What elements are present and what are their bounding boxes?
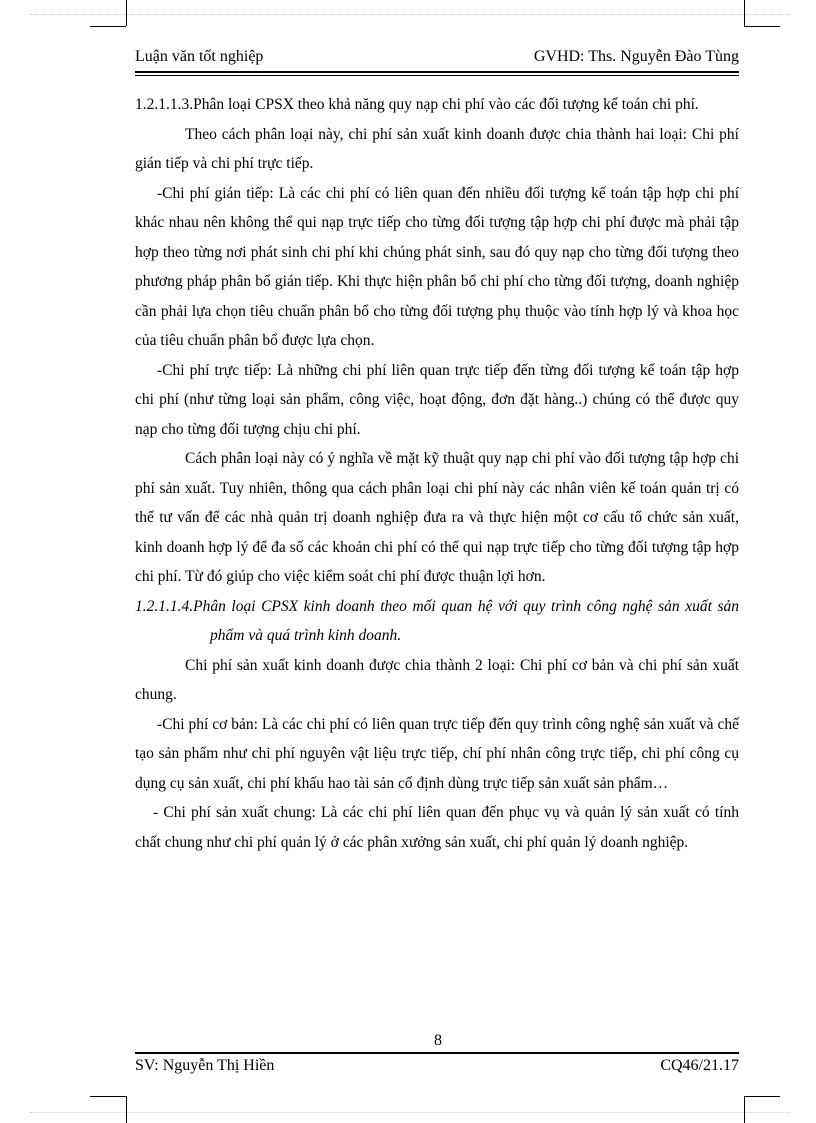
header-rule-thin: [135, 75, 739, 76]
crop-mark-bottom-right: [744, 1096, 780, 1097]
header-advisor: GVHD: Ths. Nguyễn Đào Tùng: [533, 48, 739, 65]
page-header: [135, 48, 739, 70]
crop-mark-bottom-left-vertical: [126, 1096, 127, 1123]
paragraph-basic-costs: -Chi phí cơ bản: Là các chi phí có liên quan trực tiếp đến quy trình công nghệ sản xuất và chế tạo sản phẩm như chi phí nguyên vật liệu trực tiếp, chí phí nhân công trực tiếp, chi phí công cụ dụng cụ sản xuất, chi phí khấu hao tài sản cố định dùng trực tiếp sản xuất sản phẩm…: [135, 715, 739, 792]
footer-student-name: SV: Nguyễn Thị Hiền: [135, 1057, 275, 1074]
crop-mark-bottom-left: [90, 1096, 126, 1097]
paragraph-direct-costs: -Chi phí trực tiếp: Là những chi phí liên quan trực tiếp đến từng đối tượng kế toán tập hợp chi phí (như từng loại sản phẩm, công việc, hoạt động, đơn đặt hàng..) chúng có thể được quy nạp cho từng đối tượng chịu chi phí.: [135, 361, 739, 438]
bottom-dotted-guide: [30, 1112, 790, 1113]
paragraph-two-cost-types: Chi phí sản xuất kinh doanh được chia thành 2 loại: Chi phí cơ bản và chi phí sản xuất chung.: [135, 656, 739, 703]
crop-mark-top-left: [90, 26, 126, 27]
header-thesis-label: Luận văn tốt nghiệp: [135, 48, 264, 65]
footer-rule: [135, 1052, 739, 1054]
page-body: [135, 90, 739, 857]
paragraph-indirect-costs: -Chi phí gián tiếp: Là các chi phí có liên quan đến nhiều đối tượng kế toán tập hợp chi phí khác nhau nên không thể qui nạp trực tiếp cho từng đối tượng tập hợp chi phí được mà phải tập hợp theo từng nơi phát sinh chi phí khi chúng phát sinh, sau đó quy nạp cho từng đối tượng theo phương pháp phân bổ gián tiếp. Khi thực hiện phân bổ chi phí cho từng đối tượng, doanh nghiệp cần phải lựa chọn tiêu chuẩn phân bổ cho từng đối tượng phụ thuộc vào tính hợp lý và khoa học của tiêu chuẩn phân bổ được lựa chọn.: [135, 184, 739, 349]
page-number: 8: [434, 1032, 442, 1049]
top-dotted-guide: [30, 14, 790, 15]
paragraph-intro-classification: Theo cách phân loại này, chi phí sản xuất kinh doanh được chia thành hai loại: Chi phí gián tiếp và chi phí trực tiếp.: [135, 125, 739, 172]
section-heading-1-2-1-1-3: 1.2.1.1.3.Phân loại CPSX theo khả năng quy nạp chi phí vào các đối tượng kế toán chi phí.: [135, 96, 699, 113]
footer-class-code: CQ46/21.17: [660, 1057, 739, 1074]
section-heading-1-2-1-1-4: 1.2.1.1.4.Phân loại CPSX kinh doanh theo mối quan hệ với quy trình công nghệ sản xuất sản phẩm và quá trình kinh doanh.: [135, 597, 739, 644]
paragraph-general-production-costs: - Chi phí sản xuất chung: Là các chi phí liên quan đến phục vụ và quản lý sản xuất có tính chất chung như chi phí quản lý ở các phân xưởng sản xuất, chi phí quản lý doanh nghiệp.: [135, 804, 739, 851]
crop-mark-top-right-vertical: [744, 0, 745, 26]
crop-mark-top-left-vertical: [126, 0, 127, 26]
header-rule-thick: [135, 71, 739, 73]
crop-mark-top-right: [744, 26, 780, 27]
page-footer: [135, 1057, 739, 1079]
crop-mark-bottom-right-vertical: [744, 1096, 745, 1123]
paragraph-classification-meaning: Cách phân loại này có ý nghĩa về mặt kỹ thuật quy nạp chi phí vào đối tượng tập hợp chi phí sản xuất. Tuy nhiên, thông qua cách phân loại chi phí này các nhân viên kế toán quản trị có thể tư vấn để các nhà quản trị doanh nghiệp đưa ra và thực hiện một cơ cấu tổ chức sản xuất, kinh doanh hợp lý để đa số các khoản chi phí có thể qui nạp trực tiếp cho từng đối tượng tập hợp chi phí. Từ đó giúp cho việc kiểm soát chi phí được thuận lợi hơn.: [135, 450, 739, 585]
